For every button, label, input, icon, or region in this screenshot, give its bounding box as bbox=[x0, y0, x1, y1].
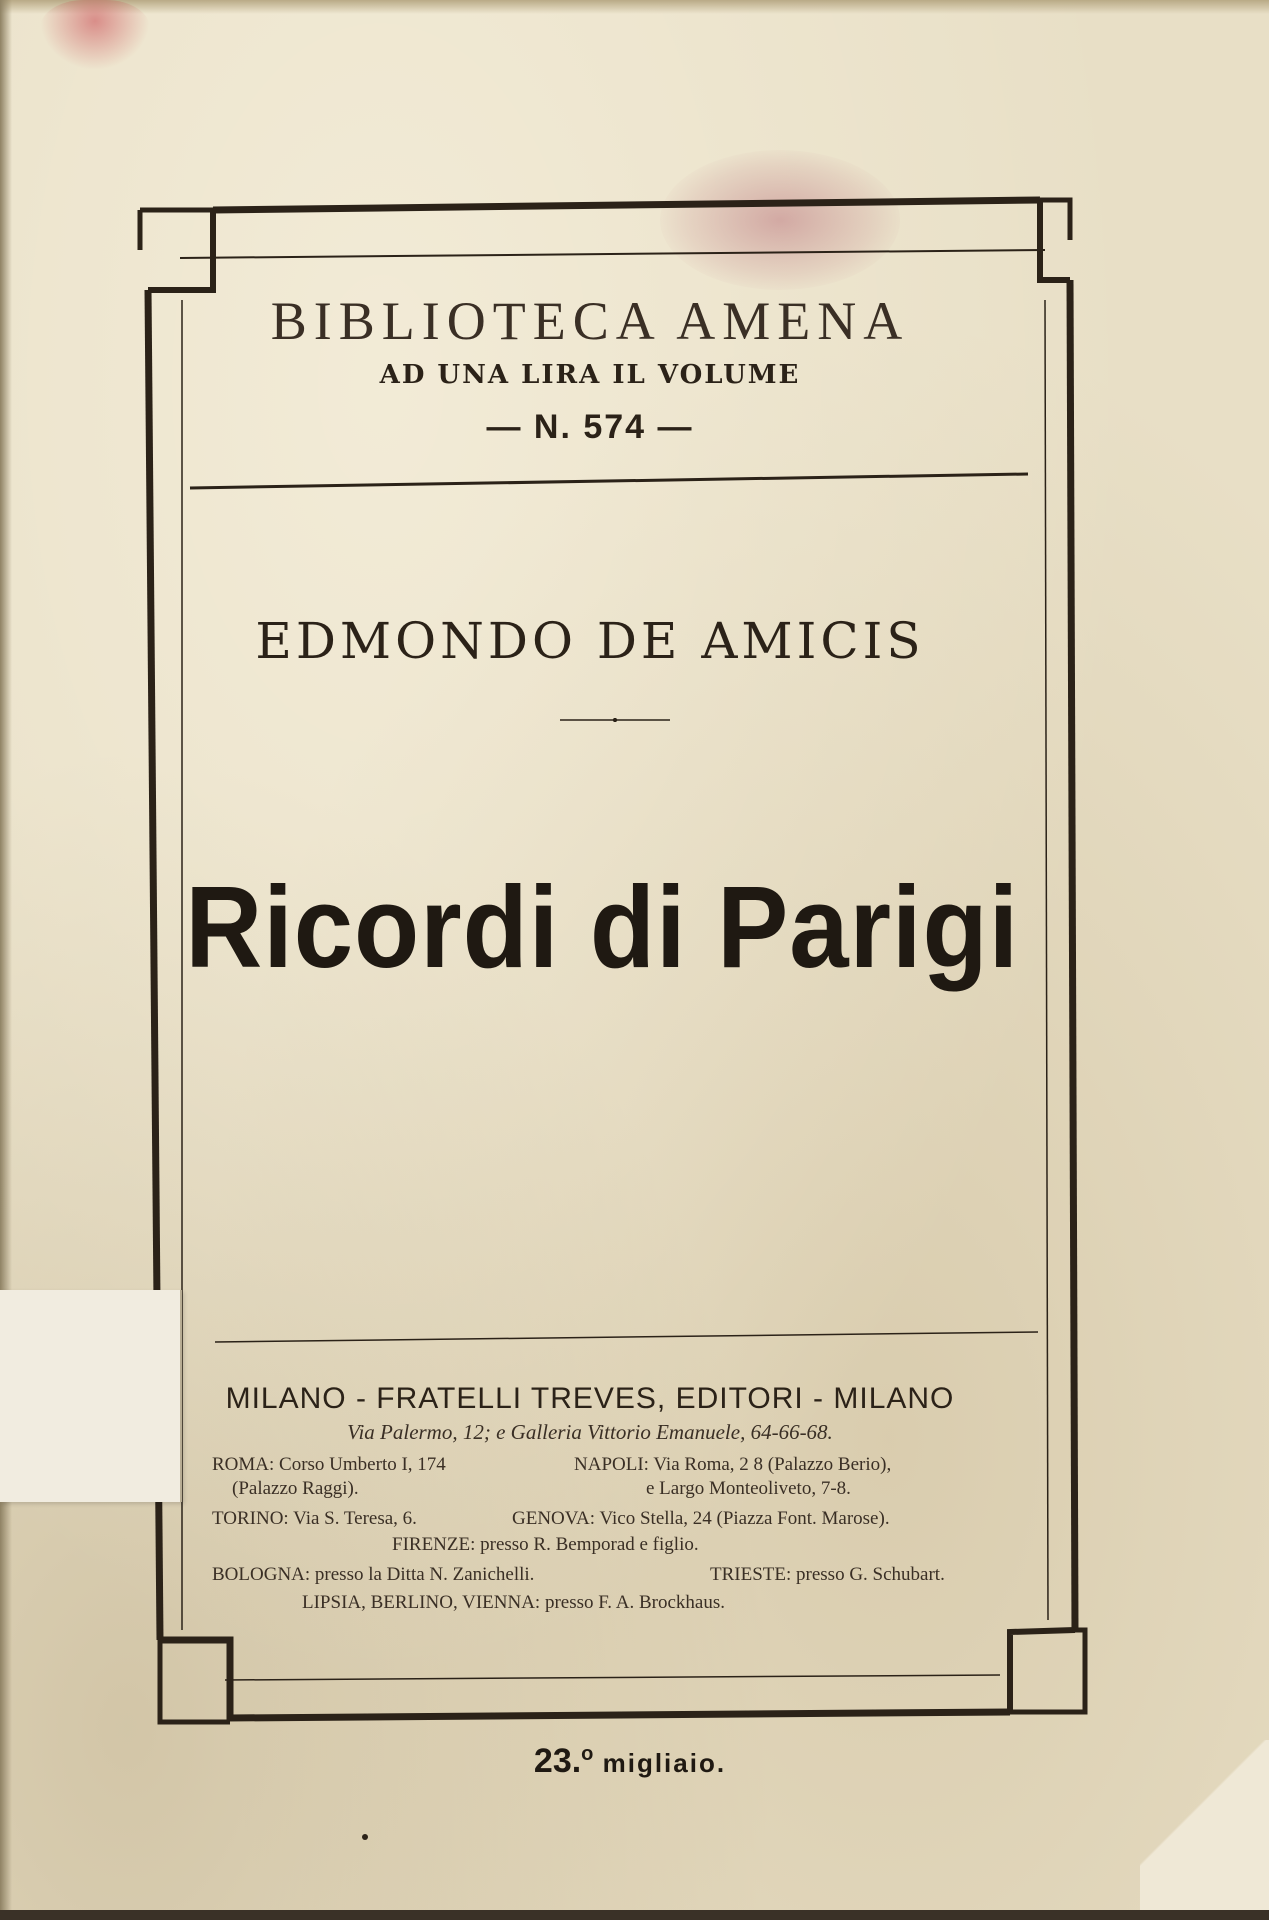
branch-lipsia: LIPSIA, BERLINO, VIENNA: presso F. A. Brockhaus. bbox=[302, 1592, 725, 1613]
branch-bologna: BOLOGNA: presso la Ditta N. Zanichelli. bbox=[212, 1564, 535, 1585]
branch-roma: ROMA: Corso Umberto I, 174 bbox=[212, 1454, 446, 1475]
edition-text: migliaio. bbox=[593, 1748, 727, 1778]
series-title: BIBLIOTECA AMENA bbox=[270, 291, 910, 351]
torn-library-label bbox=[0, 1290, 182, 1502]
branch-trieste: TRIESTE: presso G. Schubart. bbox=[710, 1564, 945, 1585]
torn-corner bbox=[1140, 1740, 1269, 1920]
branch-genova: GENOVA: Vico Stella, 24 (Piazza Font. Marose). bbox=[512, 1508, 890, 1529]
cover-bottom-edge bbox=[0, 1910, 1269, 1920]
author-name: EDMONDO DE AMICIS bbox=[255, 612, 925, 670]
edition-label bbox=[430, 1742, 830, 1781]
edition-number: 23. bbox=[533, 1742, 582, 1780]
publisher-line: MILANO - FRATELLI TREVES, EDITORI - MILANO bbox=[225, 1382, 955, 1415]
branch-firenze: FIRENZE: presso R. Bemporad e figlio. bbox=[392, 1534, 699, 1555]
branch-roma-detail: (Palazzo Raggi). bbox=[232, 1478, 359, 1499]
series-subtitle: AD UNA LIRA IL VOLUME bbox=[379, 360, 801, 390]
book-title: Ricordi di Parigi bbox=[185, 862, 1020, 992]
branch-napoli-detail: e Largo Monteoliveto, 7-8. bbox=[646, 1478, 851, 1499]
ornament-divider bbox=[560, 718, 670, 722]
branch-torino: TORINO: Via S. Teresa, 6. bbox=[212, 1508, 417, 1529]
edition-superscript: o bbox=[581, 1743, 594, 1765]
speck bbox=[362, 1834, 368, 1840]
series-number: — N. 574 — bbox=[486, 408, 694, 446]
branch-napoli: NAPOLI: Via Roma, 2 8 (Palazzo Berio), bbox=[574, 1454, 892, 1475]
publisher-address: Via Palermo, 12; e Galleria Vittorio Emanuele, 64-66-68. bbox=[347, 1420, 833, 1444]
